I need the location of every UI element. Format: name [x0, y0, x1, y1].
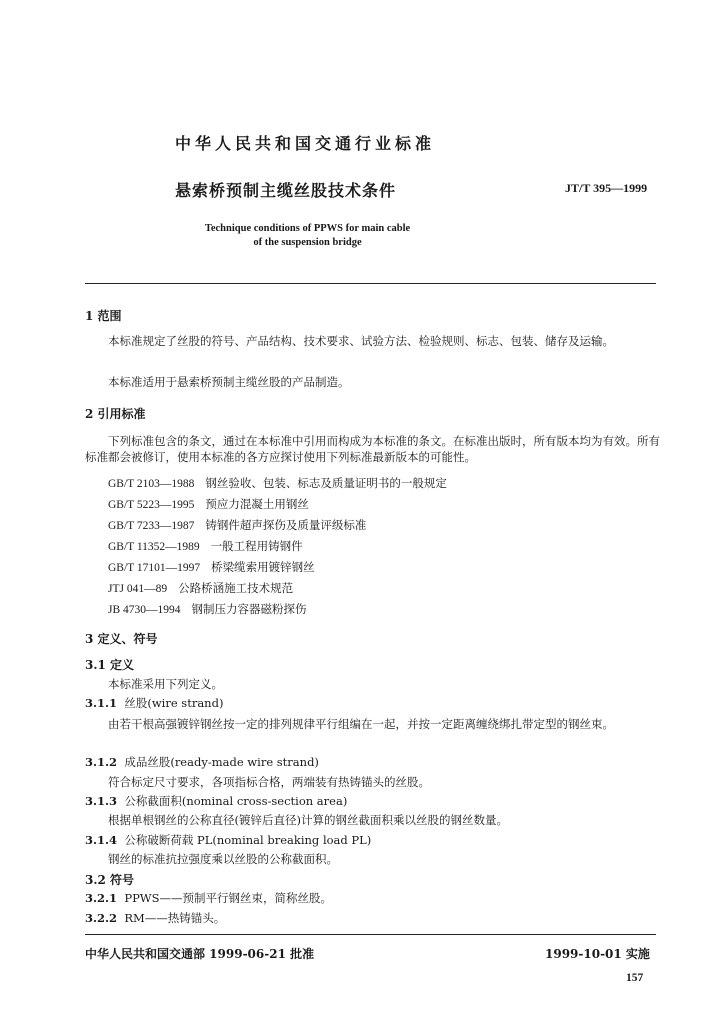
clause-num: 3.2.1: [85, 891, 118, 905]
english-title-line2: of the suspension bridge: [253, 237, 362, 248]
ref-item: [108, 559, 315, 575]
ref-item: [108, 538, 303, 554]
ref-title: 钢丝验收、包装、标志及质量证明书的一般规定: [205, 476, 447, 490]
ref-item: [108, 475, 447, 491]
ref-item: [108, 601, 307, 617]
clause-text: RM——热铸锚头。: [124, 911, 226, 925]
english-title-line1: Technique conditions of PPWS for main cable: [204, 223, 411, 234]
header-rule: [85, 283, 656, 284]
clause-term: 公称截面积(nominal cross-section area): [124, 794, 348, 808]
page-number: 157: [626, 972, 644, 984]
clause-term: 成品丝股(ready-made wire strand): [124, 755, 319, 769]
section-1-para-2: 本标准适用于悬索桥预制主缆丝股的产品制造。: [108, 375, 350, 389]
standard-title: 悬索桥预制主缆丝股技术条件: [175, 181, 397, 200]
ref-title: 铸钢件超声探伤及质量评级标准: [205, 518, 367, 532]
clause-num: 3.1.2: [85, 755, 118, 769]
ref-code: GB/T 2103—1988: [108, 478, 195, 490]
clause-num: 3.2.2: [85, 911, 118, 925]
clause-3-2-1: [85, 890, 332, 906]
clause-term: 公称破断荷载 PL(nominal breaking load PL): [124, 833, 372, 847]
clause-3-1-3-text: 根据单根钢丝的公称直径(镀锌后直径)计算的钢丝截面积乘以丝股的钢丝数量。: [108, 813, 508, 827]
org-title: 中华人民共和国交通行业标准: [175, 134, 436, 153]
clause-num: 3.1.4: [85, 833, 118, 847]
english-title: [180, 222, 435, 250]
ref-code: GB/T 5223—1995: [108, 499, 195, 511]
section-1-heading: 1 范围: [85, 309, 122, 323]
clause-3-1-2: [85, 754, 319, 770]
ref-item: [108, 496, 309, 512]
ref-title: 钢制压力容器磁粉探伤: [191, 602, 307, 616]
ref-title: 预应力混凝土用钢丝: [205, 497, 309, 511]
clause-num: 3.1.1: [85, 696, 118, 710]
ref-item: [108, 580, 293, 596]
section-1-para-1: 本标准规定了丝股的符号、产品结构、技术要求、试验方法、检验规则、标志、包装、储存及运输。: [108, 334, 614, 348]
clause-3-1-4-text: 钢丝的标准抗拉强度乘以丝股的公称截面积。: [108, 852, 338, 866]
clause-3-1-1-text: 由若干根高强镀锌钢丝按一定的排列规律平行组编在一起，并按一定距离缠绕绑扎带定型的钢丝束。: [108, 717, 614, 731]
ref-title: 公路桥涵施工技术规范: [178, 581, 294, 595]
footer-rule: [85, 934, 656, 935]
effective-date: 1999-10-01 实施: [545, 947, 650, 961]
section-3-2-heading: 3.2 符号: [85, 873, 135, 887]
ref-code: JTJ 041—89: [108, 583, 168, 595]
clause-3-2-2: [85, 910, 225, 926]
clause-term: 丝股(wire strand): [124, 696, 224, 710]
section-3-heading: 3 定义、符号: [85, 632, 158, 646]
clause-text: PPWS——预制平行钢丝束，简称丝股。: [124, 891, 333, 905]
approval-line: 中华人民共和国交通部 1999-06-21 批准: [85, 947, 315, 961]
clause-3-1-1: [85, 695, 223, 711]
ref-title: 桥梁缆索用镀锌钢丝: [211, 560, 315, 574]
clause-3-1-2-text: 符合标定尺寸要求，各项指标合格，两端装有热铸锚头的丝股。: [108, 775, 430, 789]
ref-title: 一般工程用铸钢件: [210, 539, 303, 553]
section-3-1-heading: 3.1 定义: [85, 658, 135, 672]
ref-code: GB/T 17101—1997: [108, 562, 201, 574]
ref-code: GB/T 11352—1989: [108, 541, 200, 553]
ref-item: [108, 517, 366, 533]
ref-code: JB 4730—1994: [108, 604, 181, 616]
section-3-1-intro: 本标准采用下列定义。: [108, 677, 223, 691]
section-2-heading: 2 引用标准: [85, 407, 146, 421]
section-2-para-1: 下列标准包含的条文，通过在本标准中引用而构成为本标准的条文。在标准出版时，所有版本均为有效。所有标准都会被修订，使用本标准的各方应探讨使用下列标准最新版本的可能性。: [85, 434, 660, 464]
standard-code: JT/T 395—1999: [565, 181, 648, 195]
clause-3-1-4: [85, 832, 371, 848]
clause-num: 3.1.3: [85, 794, 118, 808]
clause-3-1-3: [85, 793, 347, 809]
ref-code: GB/T 7233—1987: [108, 520, 195, 532]
